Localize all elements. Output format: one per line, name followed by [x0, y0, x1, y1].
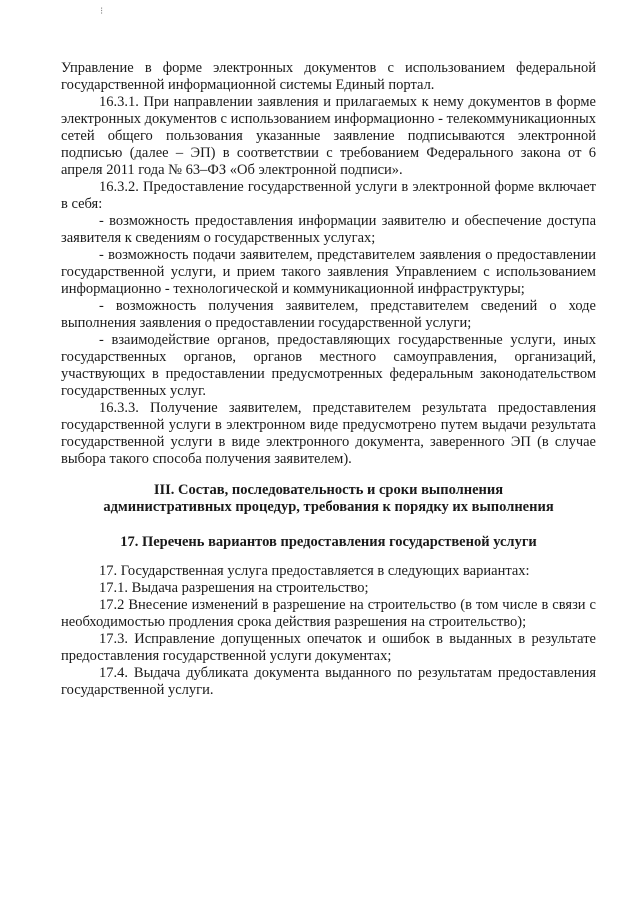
- list-item: 17.4. Выдача дубликата документа выданного по результатам предоставления государственной услуги.: [61, 665, 596, 698]
- paragraph: 17. Государственная услуга предоставляется в следующих вариантах:: [99, 563, 530, 579]
- list-item: 17.2 Внесение изменений в разрешение на строительство (в том числе в связи с необходимостью продления срока действия разрешения на строительство);: [61, 597, 596, 630]
- paragraph: 16.3.1. При направлении заявления и прилагаемых к нему документов в форме электронных документов с использованием информационно - телекоммуникационных сетей общего пользования указанные заявление подписываются электронной подписью (далее – ЭП) в соответствии с требованием Федерального закона от 6 апреля 2011 года № 63–ФЗ «Об электронной подписи».: [61, 94, 596, 178]
- list-item: - возможность подачи заявителем, представителем заявления о предоставлении государственной услуги, и прием такого заявления Управлением с использованием информационно - технологической и коммуникационной инфраструктуры;: [61, 247, 596, 297]
- section-title-line: III. Состав, последовательность и сроки выполнения: [153, 482, 504, 498]
- list-item: - возможность получения заявителем, представителем сведений о ходе выполнения заявления о предоставлении государственной услуги;: [61, 298, 596, 331]
- list-item: 17.3. Исправление допущенных опечаток и ошибок в выданных в результате предоставления государственной услуги документах;: [61, 631, 596, 664]
- paragraph: Управление в форме электронных документов с использованием федеральной государственной информационной системы Единый портал.: [61, 60, 596, 93]
- document-body: [61, 60, 596, 699]
- paragraph: 16.3.2. Предоставление государственной услуги в электронной форме включает в себя:: [61, 179, 596, 212]
- list-item: - взаимодействие органов, предоставляющих государственные услуги, иных государственных органов, органов местного самоуправления, организаций, участвующих в предоставлении предусмотренных федеральным законодательством государственных услуг.: [61, 332, 596, 399]
- subsection-title: 17. Перечень вариантов предоставления государственой услуги: [120, 534, 537, 550]
- paragraph: 16.3.3. Получение заявителем, представителем результата предоставления государственной услуги в электронном виде предусмотрено путем выдачи результата государственной услуги в виде электронного документа, заверенного ЭП (в случае выбора такого способа получения заявителем).: [61, 400, 596, 467]
- list-item: - возможность предоставления информации заявителю и обеспечение доступа заявителя к сведениям о государственных услугах;: [61, 213, 596, 246]
- section-title: [61, 482, 596, 516]
- list-item: 17.1. Выдача разрешения на строительство;: [99, 580, 369, 596]
- section-title-line: административных процедур, требования к порядку их выполнения: [103, 499, 554, 515]
- scan-speck: ⁝: [100, 6, 104, 17]
